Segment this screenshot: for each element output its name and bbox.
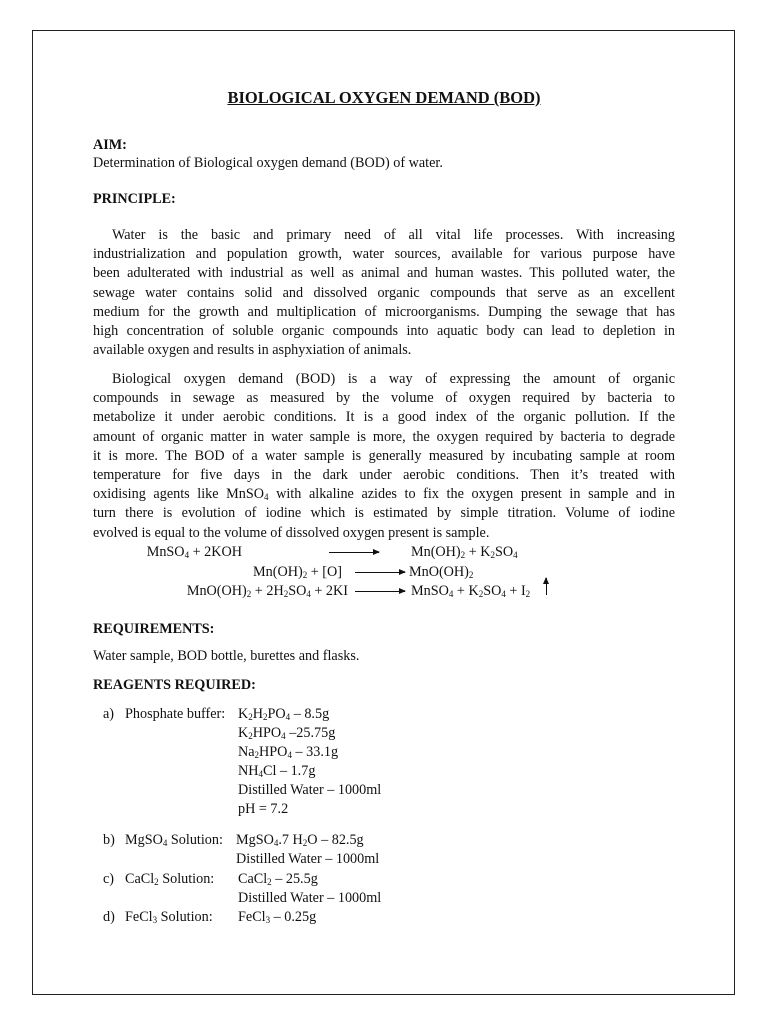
paragraph-line: Biological oxygen demand (BOD) is a way of expressing the amount of organic: [112, 371, 675, 387]
reagent-b-line: Distilled Water – 1000ml: [236, 851, 380, 867]
paragraph-line: temperature for five days in the dark under aerobic conditions. Then it’s treated with: [93, 466, 675, 483]
paragraph-line: amount of organic matter in water sample is more, the oxygen required by bacteria to degrade: [93, 428, 675, 445]
reaction-2-arrow: [355, 572, 405, 573]
requirements-text: Water sample, BOD bottle, burettes and flasks.: [93, 648, 360, 664]
aim-heading: AIM:: [93, 137, 127, 153]
principle-paragraph-1: [93, 226, 675, 360]
paragraph-line: industrialization and population growth, water sources, available for various purpose have: [93, 246, 675, 263]
requirements-heading: REQUIREMENTS:: [93, 621, 215, 637]
paragraph-line: high concentration of soluble organic compounds into aquatic body can lead to depletion in: [93, 322, 675, 339]
reagent-c-marker: c): [103, 871, 115, 887]
reagent-a-line: $Na_2HPO_4 - 33.1g$: [238, 744, 339, 760]
reagents-heading: REAGENTS REQUIRED:: [93, 677, 256, 693]
reaction-3-products: MnSO$_4$ + $K_2SO_4 + I_2$: [411, 583, 531, 599]
reaction-3-arrow: [355, 591, 405, 592]
paragraph-line: it is more. The BOD of a water sample is generally measured by incubating sample at room: [93, 447, 675, 464]
reagent-a-name: Phosphate buffer:: [125, 706, 226, 722]
reaction-1-arrow: [329, 552, 379, 553]
reagent-a-line: $K_2H_2PO_4 - 8.5g$: [238, 706, 330, 722]
principle-heading: PRINCIPLE:: [93, 191, 176, 207]
reagent-a-marker: a): [103, 706, 115, 722]
reagent-b-marker: b): [103, 832, 115, 848]
reaction-2-reactants: $Mn(OH)_2 + [O]$: [253, 564, 342, 580]
paragraph-line: oxidising agents like MnSO$_4$ with alkaline azides to fix the oxygen present in sample and in: [93, 486, 675, 503]
reagent-a-line: Distilled Water – 1000ml: [238, 782, 382, 798]
reaction-2-products: $MnO(OH)_2$: [409, 564, 474, 580]
paragraph-line: medium for the growth and multiplication of microorganisms. Dumping the sewage that has: [93, 303, 675, 320]
paragraph-line: been adulterated with industrial as well as animal and human wastes. This polluted water, the: [93, 265, 675, 282]
reagent-d-marker: d): [103, 909, 115, 925]
paragraph-line: sewage water contains solid and dissolved organic compounds that serve as an excellent: [93, 284, 675, 301]
reagent-c-line: CaCl$_2$ – 25.5g: [238, 871, 318, 887]
reaction-1-reactants: MnSO$_4$ + 2KOH: [146, 544, 242, 560]
paragraph-line: available oxygen and results in asphyxiation of animals.: [93, 342, 412, 359]
reagent-a-line: $NH_4Cl - 1.7g$: [238, 763, 316, 779]
paragraph-line: Water is the basic and primary need of all vital life processes. With increasing: [112, 227, 675, 243]
reagent-b-name: MgSO$_4$ Solution:: [125, 832, 223, 848]
paragraph-line: turn there is evolution of iodine which is estimated by simple titration. Volume of iodine: [93, 505, 675, 522]
aim-text: Determination of Biological oxygen demand (BOD) of water.: [93, 155, 443, 171]
reagent-b-line: MgSO$_4$.7 $H_2O - 82.5g$: [236, 832, 364, 848]
principle-paragraph-2: [93, 370, 675, 543]
reagent-d-line: FeCl$_3$ – 0.25g: [238, 909, 317, 925]
page-title: BIOLOGICAL OXYGEN DEMAND (BOD): [227, 88, 541, 107]
reagent-a-line: pH = 7.2: [238, 801, 289, 817]
paragraph-line: evolved is equal to the volume of dissolved oxygen present is sample.: [93, 524, 490, 541]
reaction-3-reactants: $MnO(OH)_2 + 2H_2SO_4 + 2KI$: [186, 583, 348, 599]
reagent-c-name: CaCl$_2$ Solution:: [125, 871, 215, 887]
reagent-c-line: Distilled Water – 1000ml: [238, 890, 382, 906]
reaction-1-products: $Mn(OH)_2 + K_2SO_4$: [411, 544, 518, 560]
paragraph-line: compounds in sewage as measured by the volume of oxygen required by bacteria to: [93, 390, 675, 407]
reagent-a-line: $K_2HPO_4$ –25.75g: [238, 725, 336, 741]
paragraph-line: metabolize it under aerobic conditions. It is a good index of the organic pollution. If the: [93, 409, 675, 426]
reagent-d-name: FeCl$_3$ Solution:: [125, 909, 213, 925]
gas-evolution-arrow: [546, 578, 547, 595]
